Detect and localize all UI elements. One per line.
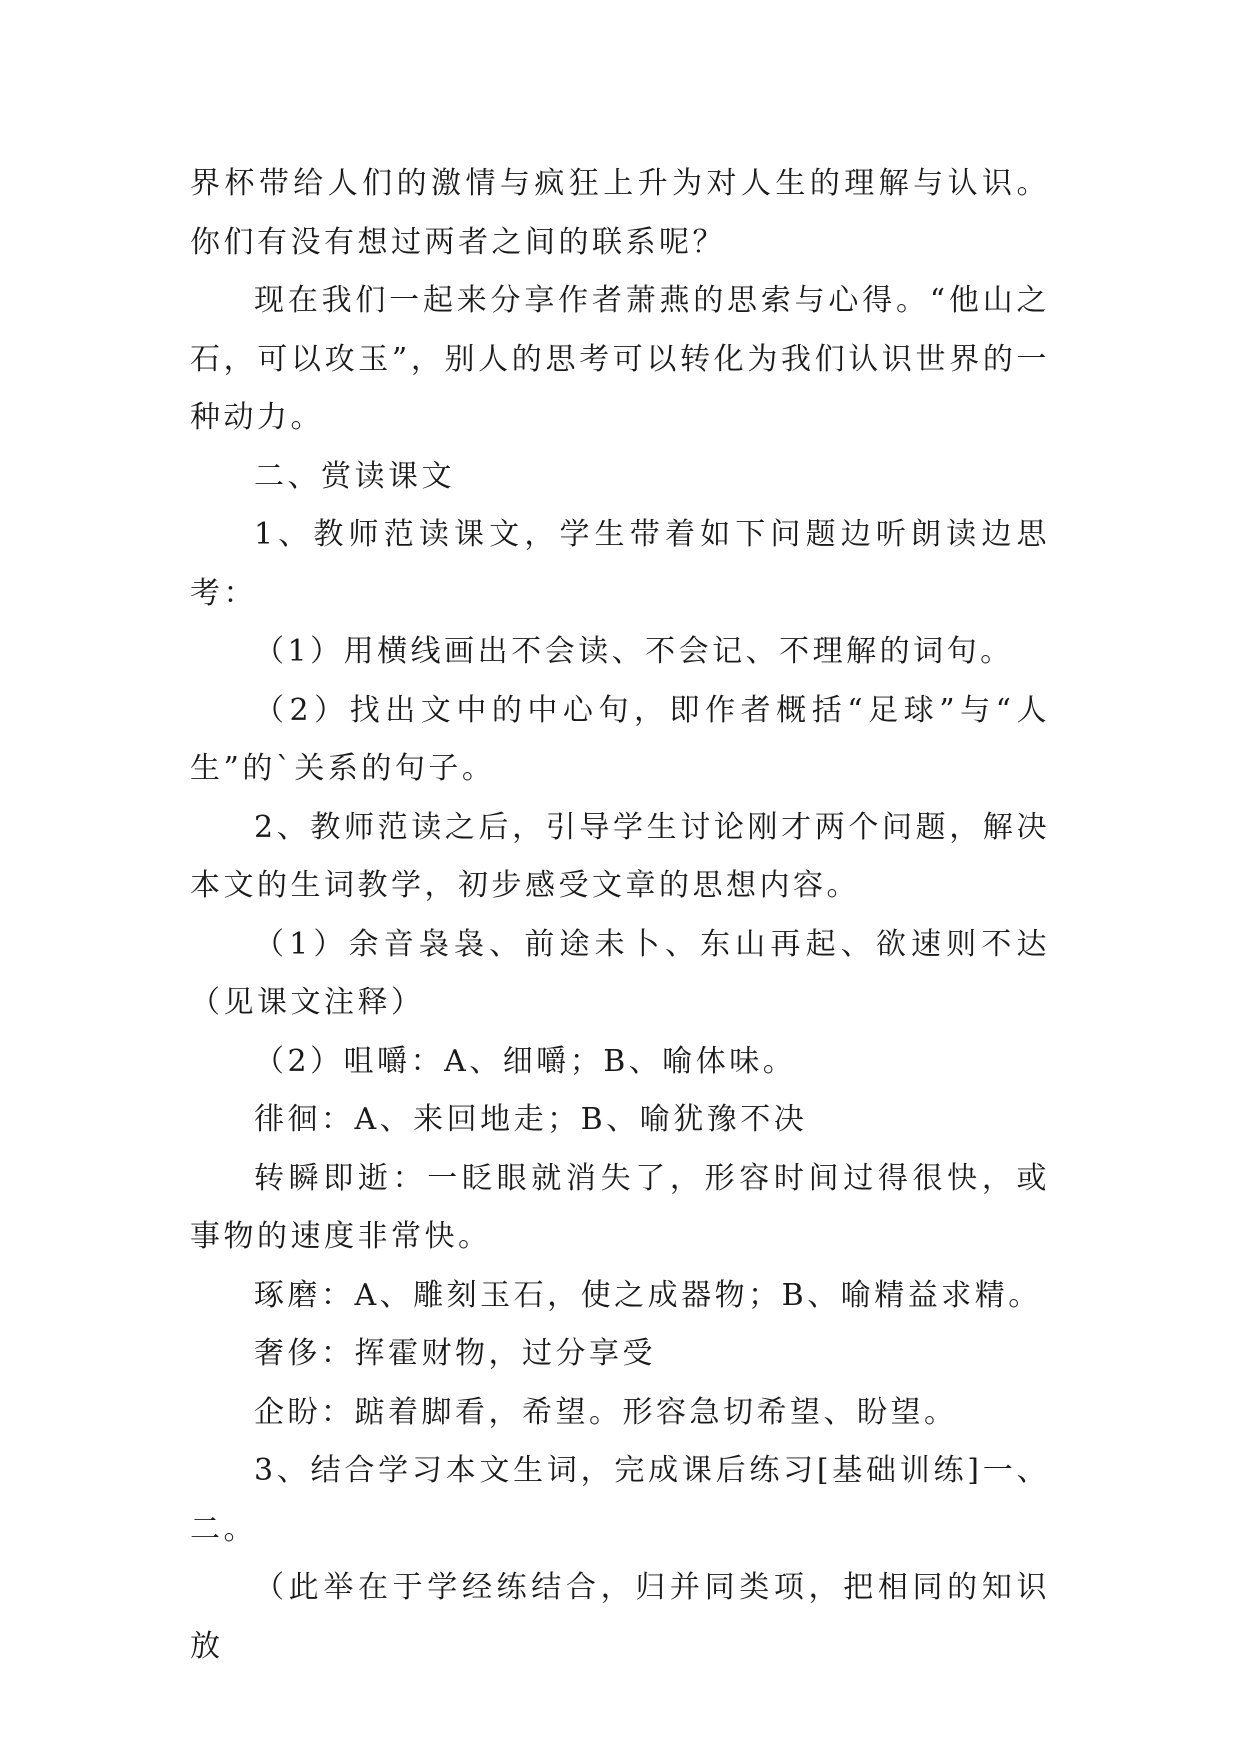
paragraph-16: （此举在于学经练结合，归并同类项，把相同的知识放 <box>190 1570 1050 1664</box>
paragraph-11: 转瞬即逝：一眨眼就消失了，形容时间过得很快，或事物的速度非常快。 <box>190 1160 1050 1254</box>
paragraph-8: （1）余音袅袅、前途未卜、东山再起、欲速则不达（见课文注释） <box>190 926 1050 1020</box>
paragraph-6: （2）找出文中的中心句，即作者概括“足球”与“人生”的`关系的句子。 <box>190 692 1050 786</box>
document-page <box>190 155 1050 1676</box>
paragraph-13: 奢侈：挥霍财物，过分享受 <box>254 1336 656 1371</box>
paragraph-1: 界杯带给人们的激情与疯狂上升为对人生的理解与认识。你们有没有想过两者之间的联系呢？ <box>190 166 1050 260</box>
paragraph-12: 琢磨：A、雕刻玉石，使之成器物；B、喻精益求精。 <box>254 1277 1042 1313</box>
paragraph-2: 现在我们一起来分享作者萧燕的思索与心得。“他山之石，可以攻玉”，别人的思考可以转化为我们认识世界的一种动力。 <box>190 283 1050 435</box>
paragraph-10: 徘徊：A、来回地走；B、喻犹豫不决 <box>254 1102 808 1137</box>
paragraph-5: （1）用横线画出不会读、不会记、不理解的词句。 <box>254 634 1014 669</box>
section-heading: 二、赏读课文 <box>254 458 455 494</box>
paragraph-15: 3、结合学习本文生词，完成课后练习[基础训练]一、二。 <box>190 1453 1050 1547</box>
paragraph-7: 2、教师范读之后，引导学生讨论刚才两个问题，解决本文的生词教学，初步感受文章的思想内容。 <box>190 809 1050 903</box>
paragraph-4: 1、教师范读课文，学生带着如下问题边听朗读边思考： <box>190 517 1050 611</box>
paragraph-9: （2）咀嚼：A、细嚼；B、喻体味。 <box>254 1043 797 1079</box>
paragraph-14: 企盼：踮着脚看，希望。形容急切希望、盼望。 <box>254 1394 958 1430</box>
